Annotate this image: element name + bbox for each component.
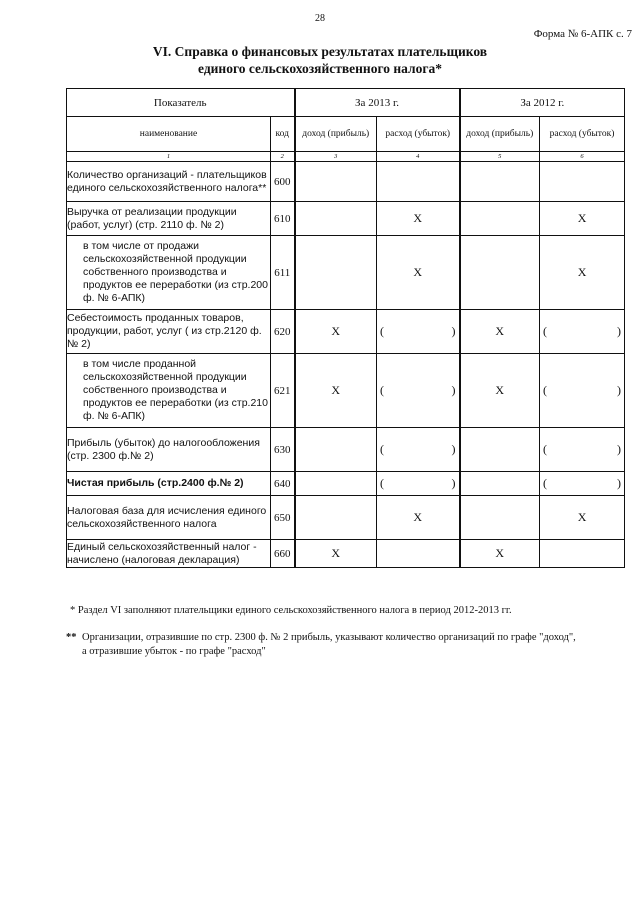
close-bracket: ) [617, 324, 622, 338]
value-cell-c4[interactable] [377, 354, 460, 428]
table-row [67, 540, 625, 568]
value-cell-c3[interactable]: X [295, 310, 377, 354]
open-bracket: ( [380, 476, 384, 490]
value-cell-c6[interactable] [540, 472, 625, 496]
value-cell-c5[interactable] [460, 496, 540, 540]
open-bracket: ( [380, 324, 384, 338]
value-cell-c6[interactable] [540, 310, 625, 354]
page-number: 28 [315, 13, 325, 24]
close-bracket: ) [617, 476, 622, 490]
row-code: 611 [271, 236, 295, 310]
close-bracket: ) [617, 442, 622, 456]
table-row [67, 496, 625, 540]
financial-results-table [66, 88, 625, 568]
row-name: Количество организаций - плательщиков единого сельскохозяйственного налога** [67, 162, 271, 202]
value-cell-c4[interactable]: X [377, 496, 460, 540]
footnote-2-mark: ** [66, 632, 77, 643]
col-num-3: 3 [295, 152, 377, 162]
header-name: наименование [67, 117, 271, 152]
value-cell-c6[interactable] [540, 540, 625, 568]
section-title [0, 43, 640, 77]
table-row [67, 354, 625, 428]
bracket-entry [377, 324, 459, 339]
row-code: 640 [271, 472, 295, 496]
value-cell-c5[interactable] [460, 236, 540, 310]
open-bracket: ( [380, 383, 384, 397]
close-bracket: ) [451, 383, 456, 397]
value-cell-c6[interactable] [540, 428, 625, 472]
value-cell-c6[interactable]: X [540, 202, 625, 236]
value-cell-c4[interactable] [377, 472, 460, 496]
open-bracket: ( [380, 442, 384, 456]
value-cell-c6[interactable] [540, 354, 625, 428]
table-row [67, 472, 625, 496]
row-name: в том числе проданной сельскохозяйственной продукции собственного производства и продуктов ее переработки (из стр.210 ф. № 6-АПК) [67, 354, 271, 428]
header-expense-2012: расход (убыток) [540, 117, 625, 152]
value-cell-c3[interactable] [295, 202, 377, 236]
footnote-2 [66, 631, 626, 659]
value-cell-c5[interactable] [460, 428, 540, 472]
open-bracket: ( [543, 442, 548, 456]
header-income-2013: доход (прибыль) [295, 117, 377, 152]
value-cell-c3[interactable] [295, 428, 377, 472]
value-cell-c4[interactable] [377, 162, 460, 202]
table-row [67, 162, 625, 202]
row-name: Выручка от реализации продукции (работ, услуг) (стр. 2110 ф. № 2) [67, 202, 271, 236]
value-cell-c4[interactable] [377, 310, 460, 354]
header-year-2013: За 2013 г. [295, 89, 460, 117]
bracket-entry [377, 442, 459, 457]
value-cell-c3[interactable] [295, 496, 377, 540]
footnote-1: * Раздел VI заполняют плательщики единого сельскохозяйственного налога в период 2012-2013 гг. [70, 605, 512, 616]
table-row [67, 202, 625, 236]
value-cell-c3[interactable] [295, 236, 377, 310]
table-row [67, 428, 625, 472]
value-cell-c3[interactable] [295, 162, 377, 202]
value-cell-c5[interactable] [460, 202, 540, 236]
value-cell-c5[interactable] [460, 472, 540, 496]
row-code: 621 [271, 354, 295, 428]
value-cell-c5[interactable]: X [460, 540, 540, 568]
value-cell-c4[interactable]: X [377, 202, 460, 236]
value-cell-c4[interactable] [377, 540, 460, 568]
value-cell-c3[interactable] [295, 472, 377, 496]
row-name: Единый сельскохозяйственный налог - начислено (налоговая декларация) [67, 540, 271, 568]
row-code: 610 [271, 202, 295, 236]
close-bracket: ) [451, 442, 456, 456]
bracket-entry [540, 324, 624, 339]
col-num-4: 4 [377, 152, 460, 162]
row-name: в том числе от продажи сельскохозяйственной продукции собственного производства и продуктов ее переработки (из стр.200 ф. № 6-АПК) [67, 236, 271, 310]
row-name: Прибыль (убыток) до налогообложения (стр. 2300 ф.№ 2) [67, 428, 271, 472]
bracket-entry [540, 442, 624, 457]
close-bracket: ) [451, 324, 456, 338]
value-cell-c4[interactable] [377, 428, 460, 472]
row-code: 600 [271, 162, 295, 202]
row-name: Налоговая база для исчисления единого сельскохозяйственного налога [67, 496, 271, 540]
title-line-2: единого сельскохозяйственного налога* [198, 61, 442, 76]
bracket-entry [377, 476, 459, 491]
value-cell-c6[interactable]: X [540, 496, 625, 540]
table-row [67, 236, 625, 310]
col-num-2: 2 [271, 152, 295, 162]
footnote-2-line-2: а отразившие убыток - по графе "расход" [82, 646, 266, 657]
value-cell-c3[interactable]: X [295, 540, 377, 568]
header-code: код [271, 117, 295, 152]
bracket-entry [540, 476, 624, 491]
form-reference: Форма № 6-АПК с. 7 [533, 28, 632, 40]
value-cell-c4[interactable]: X [377, 236, 460, 310]
row-code: 650 [271, 496, 295, 540]
row-code: 660 [271, 540, 295, 568]
value-cell-c6[interactable] [540, 162, 625, 202]
open-bracket: ( [543, 476, 548, 490]
row-name: Чистая прибыль (стр.2400 ф.№ 2) [67, 472, 271, 496]
col-num-5: 5 [460, 152, 540, 162]
col-num-6: 6 [540, 152, 625, 162]
close-bracket: ) [451, 476, 456, 490]
row-name: Себестоимость проданных товаров, продукции, работ, услуг ( из стр.2120 ф. № 2) [67, 310, 271, 354]
header-year-2012: За 2012 г. [460, 89, 625, 117]
value-cell-c6[interactable]: X [540, 236, 625, 310]
row-code: 630 [271, 428, 295, 472]
footnote-2-line-1: Организации, отразившие по стр. 2300 ф. № 2 прибыль, указывают количество организаций по графе "доход", [82, 632, 576, 643]
header-expense-2013: расход (убыток) [377, 117, 460, 152]
value-cell-c5[interactable]: X [460, 354, 540, 428]
open-bracket: ( [543, 324, 548, 338]
header-income-2012: доход (прибыль) [460, 117, 540, 152]
header-indicator: Показатель [67, 89, 295, 117]
title-line-1: VI. Справка о финансовых результатах плательщиков [152, 44, 488, 59]
open-bracket: ( [543, 383, 548, 397]
value-cell-c5[interactable]: X [460, 310, 540, 354]
col-num-1: 1 [67, 152, 271, 162]
value-cell-c5[interactable] [460, 162, 540, 202]
value-cell-c3[interactable]: X [295, 354, 377, 428]
close-bracket: ) [617, 383, 622, 397]
row-code: 620 [271, 310, 295, 354]
table-row [67, 310, 625, 354]
bracket-entry [377, 383, 459, 398]
bracket-entry [540, 383, 624, 398]
